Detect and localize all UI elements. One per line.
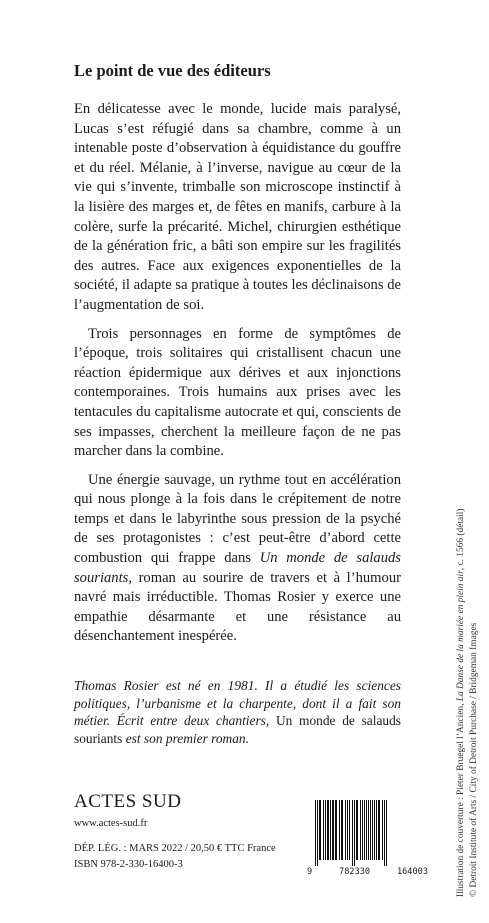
barcode-bar — [354, 800, 355, 866]
credit-text: Illustration de couverture : Pieter Bruegel l’Ancien, — [456, 701, 466, 897]
barcode-digits — [306, 867, 428, 877]
barcode-bars — [306, 800, 428, 866]
barcode-bar — [372, 800, 373, 860]
book-title: Un monde de salauds souriants — [74, 550, 401, 586]
barcode-bar — [376, 800, 377, 860]
credit-text: , c. 1566 (détail) — [456, 508, 466, 571]
legal-deposit: DÉP. LÉG. : MARS 2022 / 20,50 € TTC France — [74, 843, 276, 854]
barcode-bar — [366, 800, 367, 860]
barcode-bar — [386, 800, 387, 866]
barcode-digit-group: 164003 — [396, 867, 428, 877]
barcode-digit-group: 9 — [307, 867, 313, 877]
credit-copyright: © Detroit Institute of Arts / City of Detroit Purchase / Bridgeman Images — [468, 622, 479, 897]
isbn: ISBN 978-2-330-16400-3 — [74, 858, 183, 870]
barcode-bar — [330, 800, 331, 860]
barcode-bar — [356, 800, 358, 860]
barcode-digit-group: 782330 — [339, 867, 371, 877]
barcode-bar — [368, 800, 369, 860]
barcode-bar — [335, 800, 337, 860]
barcode-bar — [341, 800, 343, 860]
bio-text: Thomas Rosier est né en 1981. Il a étudié les sciences politiques, l’urbanisme et la charpente, dont il a fait son métier. Écrit entre deux chantiers, — [74, 678, 401, 729]
blurb-text: Une énergie sauvage, un rythme tout en accélération qui nous plonge à la fois dans le crépitement de notre temps et dans le labyrinthe sous pression de la psyché de ses protagonistes : c’est peut-être d’abord cette combustion qui frappe dans — [74, 471, 401, 567]
publisher-blurb — [74, 100, 401, 656]
barcode-bar — [323, 800, 324, 860]
blurb-paragraph-2: Trois personnages en forme de symptômes de l’époque, trois solitaires qui cristallisent chacun une réaction épidermique aux dérives et aux injonctions contemporaines. Trois humains aux prises avec les tentacules du capitalisme autocrate et qui, conscients de ses impasses, cherchent la meilleure façon de ne pas marcher dans la combine. — [74, 325, 401, 460]
barcode-bar — [345, 800, 346, 860]
barcode-bar — [364, 800, 365, 860]
publisher-logo: ACTES SUD — [74, 791, 182, 812]
blurb-paragraph-3 — [74, 471, 401, 647]
artwork-title: La Danse de la mariée en plein air — [456, 570, 466, 702]
barcode-bar — [362, 800, 363, 860]
author-bio — [74, 677, 401, 747]
barcode-bar — [319, 800, 321, 860]
cover-credit — [455, 285, 480, 897]
barcode-bar — [352, 800, 353, 866]
barcode-bar — [332, 800, 334, 860]
barcode-bar — [339, 800, 340, 860]
barcode-bar — [325, 800, 326, 860]
barcode-bar — [327, 800, 329, 860]
legal-info — [74, 841, 276, 872]
barcode-bar — [360, 800, 361, 860]
barcode-bar — [349, 800, 350, 860]
barcode-bar — [374, 800, 375, 860]
barcode-bar — [347, 800, 348, 860]
barcode-bar — [378, 800, 380, 860]
publisher-website: www.actes-sud.fr — [74, 818, 148, 829]
blurb-text: , roman au sourire de travers et à l’humour navré mais irréductible. Thomas Rosier y exerce une empathie désarmante et une résistance au désenchantement inespérée. — [74, 569, 401, 645]
section-heading: Le point de vue des éditeurs — [74, 61, 271, 80]
barcode-bar — [382, 800, 383, 860]
isbn-barcode — [306, 800, 428, 877]
barcode-bar — [370, 800, 371, 860]
barcode-bar — [315, 800, 316, 866]
blurb-paragraph-1: En délicatesse avec le monde, lucide mais paralysé, Lucas s’est réfugié dans sa chambre, comme à un intenable poste d’observation à équidistance du gouffre et du réel. Mélanie, à l’inverse, navigue au cœur de la vie qui s’invente, trimballe son microscope instinctif à la lisière des marges et, de fêtes en manifs, carbure à la colère, surfe la précarité. Michel, chirurgien esthétique de la génération fric, a bâti son empire sur les fragilités des autres. Face aux exigences exponentielles de la société, il adapte sa pratique à toutes les déclinaisons de l’augmentation de soi. — [74, 101, 401, 313]
barcode-bar — [384, 800, 385, 866]
book-title: Un monde de salauds souriants — [74, 713, 401, 746]
barcode-bar — [317, 800, 318, 866]
bio-text: est son premier roman. — [122, 730, 249, 746]
